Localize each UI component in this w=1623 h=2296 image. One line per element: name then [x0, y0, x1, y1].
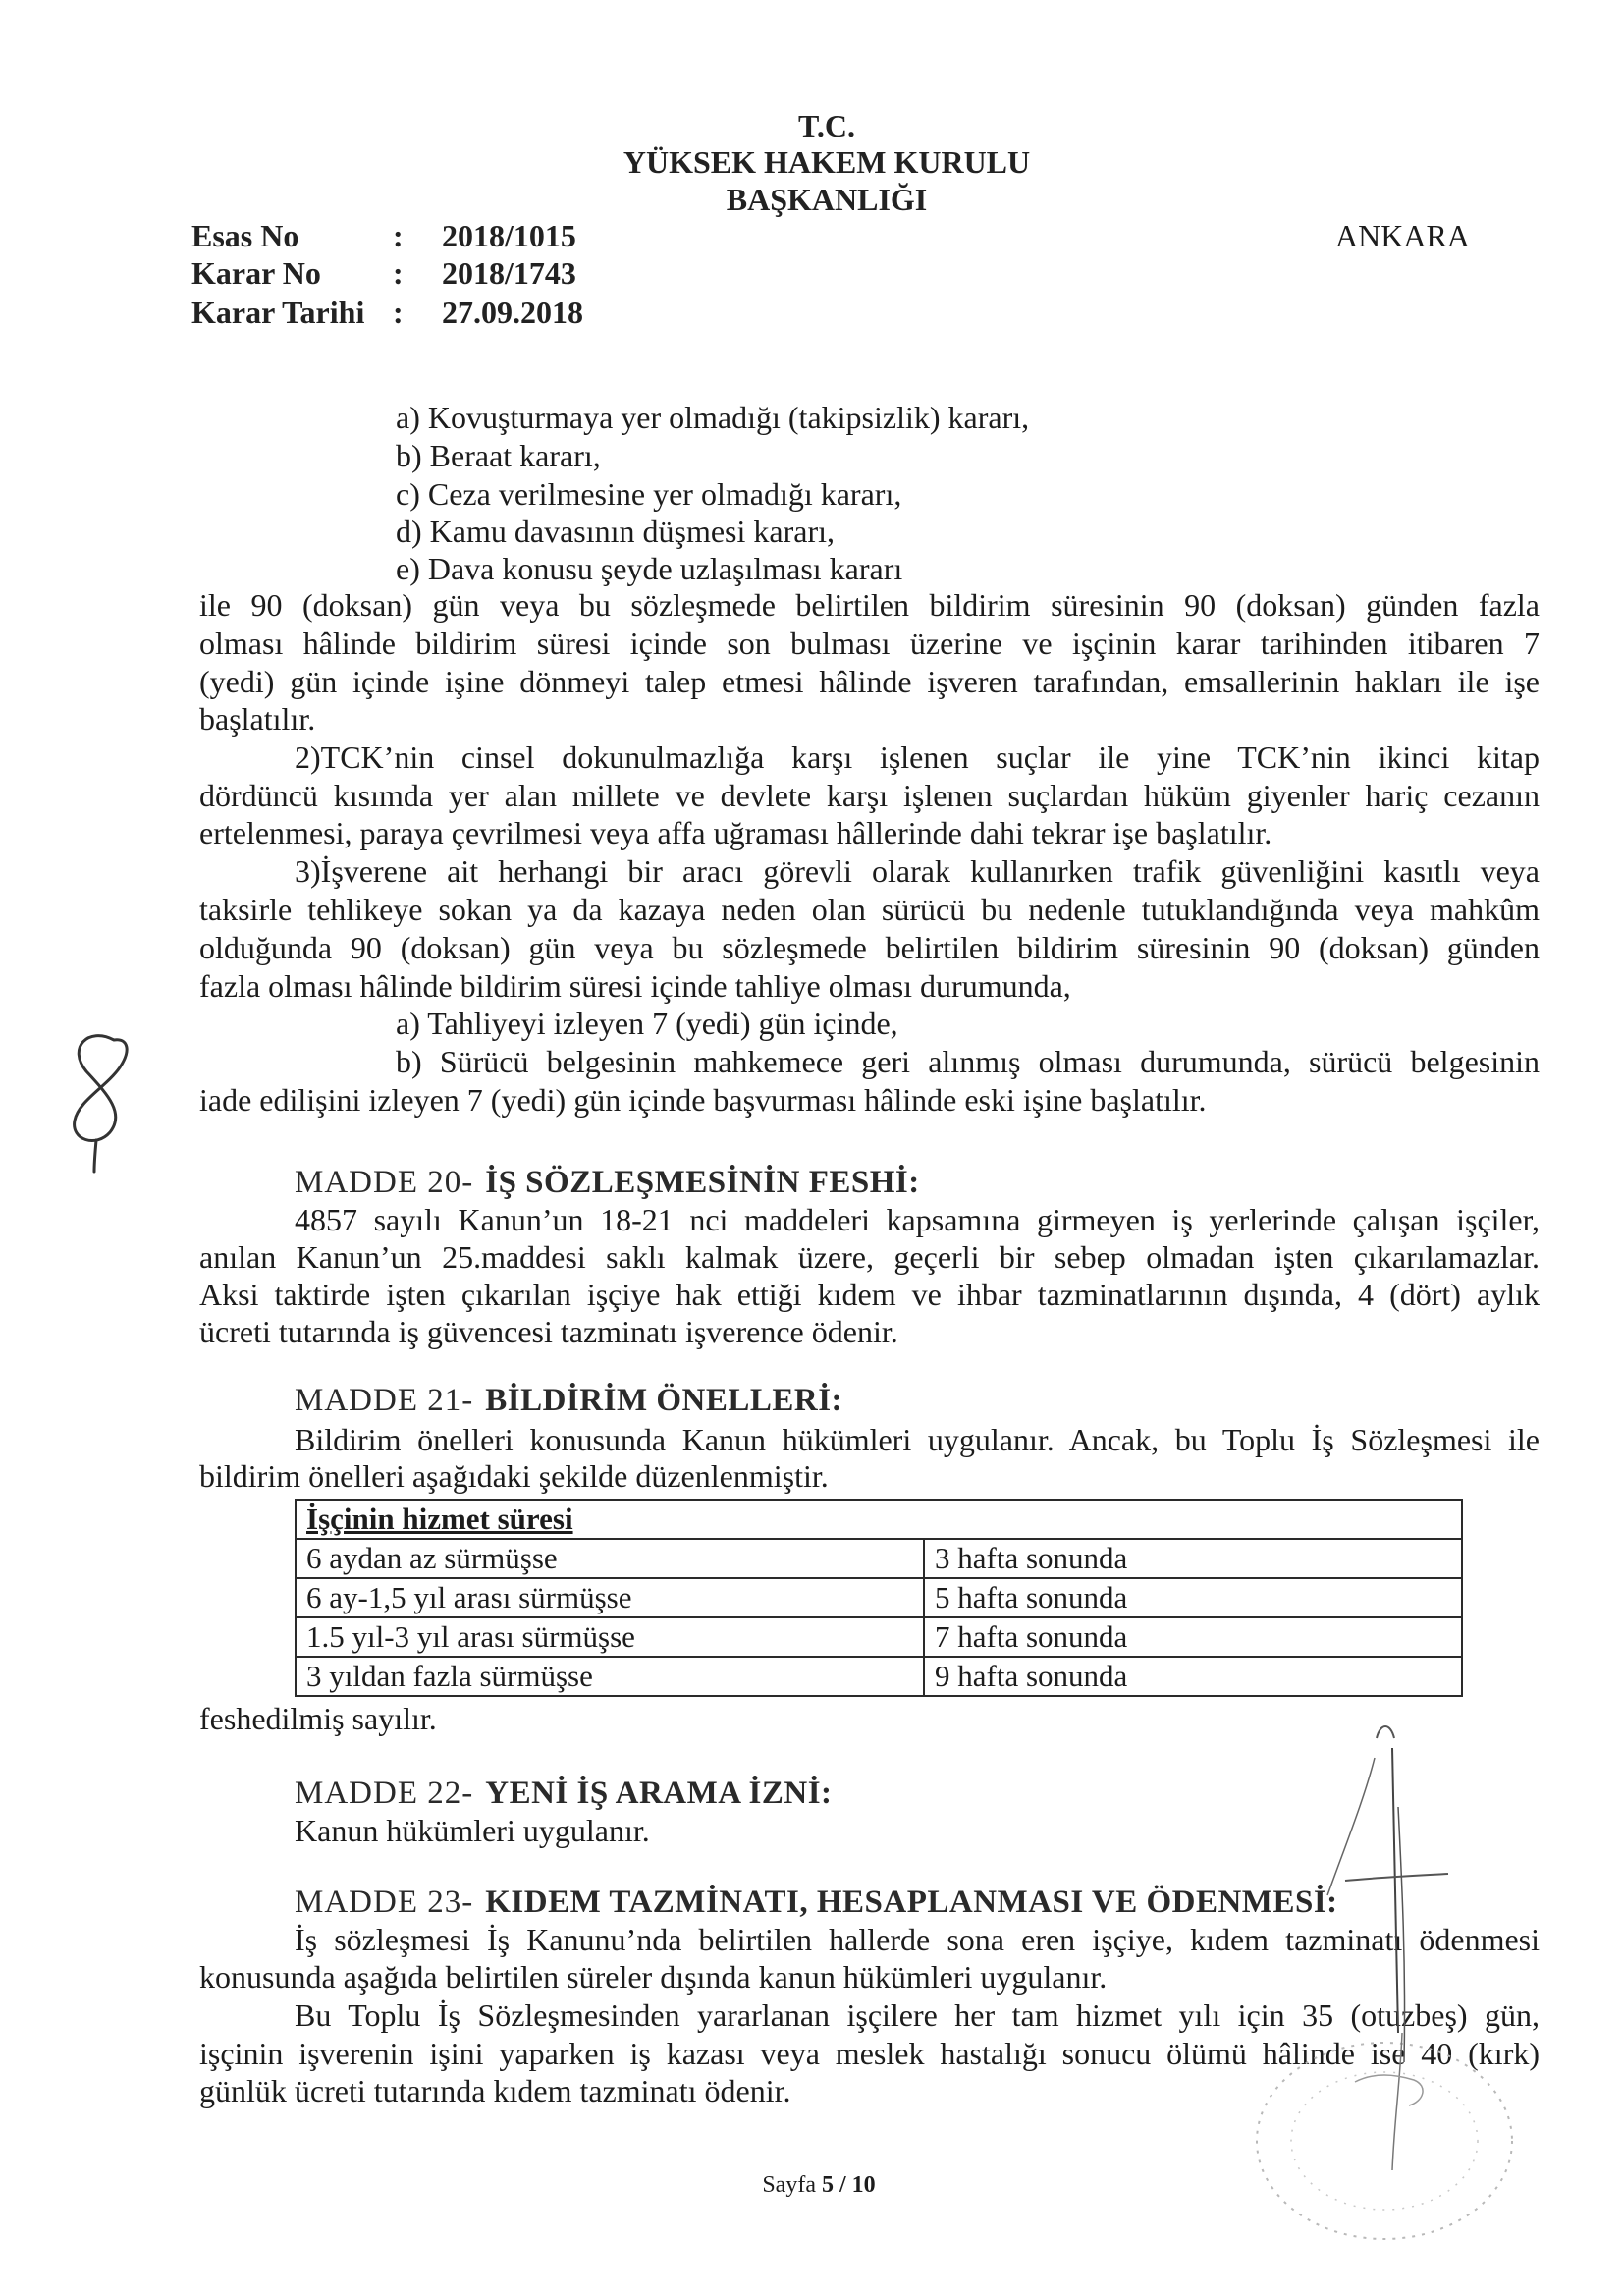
list-item: a) Tahliyeyi izleyen 7 (yedi) gün içinde,: [396, 1006, 898, 1041]
paragraph-line: Bu Toplu İş Sözleşmesinden yararlanan işçilere her tam hizmet yılı için 35 (otuzbeş) gün,: [295, 1997, 1540, 2033]
paragraph-line: Bildirim önelleri konusunda Kanun hükümleri uygulanır. Ancak, bu Toplu İş Sözleşmesi ile: [295, 1422, 1540, 1457]
paragraph-line: Kanun hükümleri uygulanır.: [295, 1813, 650, 1848]
paragraph-line: İş sözleşmesi İş Kanunu’nda belirtilen hallerde sona eren işçiye, kıdem tazminatı ödenmesi: [295, 1922, 1540, 1957]
org-line-presidency: BAŞKANLIĞI: [726, 182, 928, 217]
paragraph-line: işçinin işverenin işini yaparken iş kazası veya meslek hastalığı sonucu ölümü hâlinde ise 40 (kırk): [199, 2036, 1540, 2071]
service-duration-cell: 6 aydan az sürmüşse: [296, 1539, 924, 1578]
table-row: [296, 1578, 1462, 1617]
notice-period-table: [295, 1499, 1463, 1697]
service-duration-cell: 1.5 yıl-3 yıl arası sürmüşse: [296, 1617, 924, 1657]
notice-period-cell: 3 hafta sonunda: [924, 1539, 1462, 1578]
article-21-heading: [295, 1382, 842, 1419]
article-title: KIDEM TAZMİNATI, HESAPLANMASI VE ÖDENMESİ:: [485, 1885, 1338, 1920]
paragraph-line: (yedi) gün içinde işine dönmeyi talep etmesi hâlinde işveren tarafından, emsallerinin hakları ile işe: [199, 664, 1540, 699]
decision-no-separator: :: [393, 255, 404, 291]
handwritten-margin-mark: [49, 1026, 157, 1174]
paragraph-line: olması hâlinde bildirim süresi içinde son bulması üzerine ve işçinin karar tarihinden itibaren 7: [199, 626, 1540, 661]
paragraph-line: fazla olması hâlinde bildirim süresi içinde tahliye olması durumunda,: [199, 968, 1071, 1004]
paragraph-line: ile 90 (doksan) gün veya bu sözleşmede belirtilen bildirim süresinin 90 (doksan) günden fazla: [199, 587, 1540, 623]
decision-date-value: 27.09.2018: [442, 295, 583, 330]
article-20-heading: [295, 1164, 920, 1201]
paragraph-line: günlük ücreti tutarında kıdem tazminatı ödenir.: [199, 2073, 791, 2108]
paragraph-line: anılan Kanun’un 25.maddesi saklı kalmak üzere, geçerli bir sebep olmadan işten çıkarılamazlar.: [199, 1239, 1540, 1275]
paragraph-line: dördüncü kısımda yer alan millete ve devlete karşı işlenen suçlardan hüküm giyenler hariç cezanın: [199, 778, 1540, 813]
table-row: [296, 1617, 1462, 1657]
article-number: MADDE 22-: [295, 1776, 474, 1811]
org-line-tc: T.C.: [797, 108, 856, 143]
list-item: d) Kamu davasının düşmesi kararı,: [396, 514, 835, 549]
service-duration-cell: 6 ay-1,5 yıl arası sürmüşse: [296, 1578, 924, 1617]
decision-date-separator: :: [393, 295, 404, 330]
list-item: b) Sürücü belgesinin mahkemece geri alınmış olması durumunda, sürücü belgesinin: [396, 1044, 1540, 1079]
paragraph-line: taksirle tehlikeye sokan ya da kazaya neden olan sürücü bu nedenle tutuklandığında veya mahkûm: [199, 892, 1540, 927]
paragraph-line: olduğunda 90 (doksan) gün veya bu sözleşmede belirtilen bildirim süresinin 90 (doksan) günden: [199, 930, 1540, 965]
paragraph-line: ücreti tutarında iş güvencesi tazminatı işverence ödenir.: [199, 1314, 898, 1349]
article-number: MADDE 21-: [295, 1383, 474, 1418]
article-number: MADDE 23-: [295, 1885, 474, 1920]
paragraph-line: Aksi taktirde işten çıkarılan işçiye hak ettiği kıdem ve ihbar tazminatlarının dışında, 4 (dört) aylık: [199, 1277, 1540, 1312]
article-22-heading: [295, 1775, 833, 1812]
paragraph-line: konusunda aşağıda belirtilen süreler dışında kanun hükümleri uygulanır.: [199, 1959, 1108, 1995]
notice-period-cell: 5 hafta sonunda: [924, 1578, 1462, 1617]
paragraph-line: 4857 sayılı Kanun’un 18-21 nci maddeleri kapsamına girmeyen iş yerlerinde çalışan işçiler,: [295, 1202, 1540, 1237]
table-header-cell: İşçinin hizmet süresi: [296, 1500, 1462, 1539]
table-row: [296, 1657, 1462, 1696]
page-label: Sayfa: [762, 2172, 816, 2198]
paragraph-line: 2)TCK’nin cinsel dokunulmazlığa karşı işlenen suçlar ile yine TCK’nin ikinci kitap: [295, 739, 1540, 775]
article-number: MADDE 20-: [295, 1165, 474, 1200]
notice-period-cell: 7 hafta sonunda: [924, 1617, 1462, 1657]
signature-stamp: [1227, 1709, 1561, 2259]
decision-no-value: 2018/1743: [442, 255, 576, 291]
paragraph-line: feshedilmiş sayılır.: [199, 1701, 437, 1736]
paragraph-line: iade edilişini izleyen 7 (yedi) gün içinde başvurması hâlinde eski işine başlatılır.: [199, 1082, 1207, 1118]
paragraph-line: ertelenmesi, paraya çevrilmesi veya affa uğraması hâllerinde dahi tekrar işe başlatılır.: [199, 815, 1272, 850]
table-header-row: [296, 1500, 1462, 1539]
list-item: b) Beraat kararı,: [396, 438, 601, 473]
list-item: a) Kovuşturmaya yer olmadığı (takipsizlik) kararı,: [396, 400, 1030, 435]
paragraph-line: başlatılır.: [199, 701, 316, 737]
decision-no-label: Karar No: [191, 255, 321, 291]
org-line-board: YÜKSEK HAKEM KURULU: [622, 144, 1031, 180]
paragraph-line: bildirim önelleri aşağıdaki şekilde düzenlenmiştir.: [199, 1458, 829, 1494]
article-title: YENİ İŞ ARAMA İZNİ:: [485, 1776, 833, 1811]
case-no-separator: :: [393, 218, 404, 253]
service-duration-cell: 3 yıldan fazla sürmüşse: [296, 1657, 924, 1696]
decision-date-label: Karar Tarihi: [191, 295, 365, 330]
page-number: 5 / 10: [821, 2172, 876, 2198]
page-footer: [721, 2170, 917, 2200]
case-no-value: 2018/1015: [442, 218, 576, 253]
city: ANKARA: [1335, 218, 1470, 253]
case-no-label: Esas No: [191, 218, 299, 253]
notice-period-cell: 9 hafta sonunda: [924, 1657, 1462, 1696]
table-row: [296, 1539, 1462, 1578]
article-title: BİLDİRİM ÖNELLERİ:: [485, 1383, 843, 1418]
article-title: İŞ SÖZLEŞMESİNİN FESHİ:: [485, 1165, 920, 1200]
list-item: c) Ceza verilmesine yer olmadığı kararı,: [396, 476, 902, 512]
list-item: e) Dava konusu şeyde uzlaşılması kararı: [396, 551, 903, 586]
article-23-heading: [295, 1884, 1338, 1921]
paragraph-line: 3)İşverene ait herhangi bir aracı görevli olarak kullanırken trafik güvenliğini kasıtlı veya: [295, 853, 1540, 889]
